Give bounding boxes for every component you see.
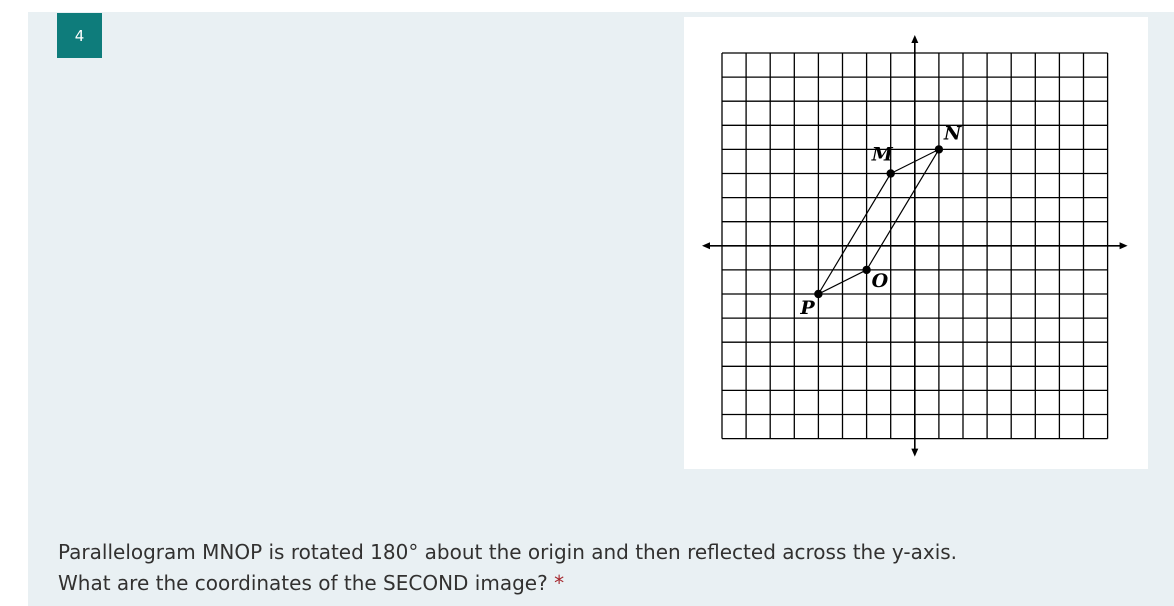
y-axis-arrow-up: [911, 35, 918, 43]
x-axis-arrow-right: [1120, 242, 1128, 249]
x-axis-arrow-left: [702, 242, 710, 249]
question-image: [684, 17, 1148, 469]
vertex-point-n: [935, 145, 943, 153]
vertex-label-n: N: [943, 122, 962, 145]
question-number: 4: [74, 26, 85, 45]
question-line-2: [58, 568, 1138, 599]
vertex-point-o: [862, 266, 870, 274]
y-axis-arrow-down: [911, 449, 918, 457]
question-line-2-text: What are the coordinates of the SECOND image?: [58, 571, 548, 595]
required-asterisk: *: [554, 571, 565, 595]
question-line-1: Parallelogram MNOP is rotated 180° about the origin and then reflected across the y-axis.: [58, 540, 958, 564]
vertex-label-o: O: [871, 269, 889, 292]
coordinate-graph: [684, 17, 1148, 469]
vertex-label-m: M: [871, 143, 893, 166]
question-text: [58, 537, 1138, 599]
vertex-point-m: [887, 169, 895, 177]
vertex-label-p: P: [800, 297, 815, 319]
question-number-badge: [57, 13, 102, 58]
vertex-point-p: [814, 290, 822, 298]
